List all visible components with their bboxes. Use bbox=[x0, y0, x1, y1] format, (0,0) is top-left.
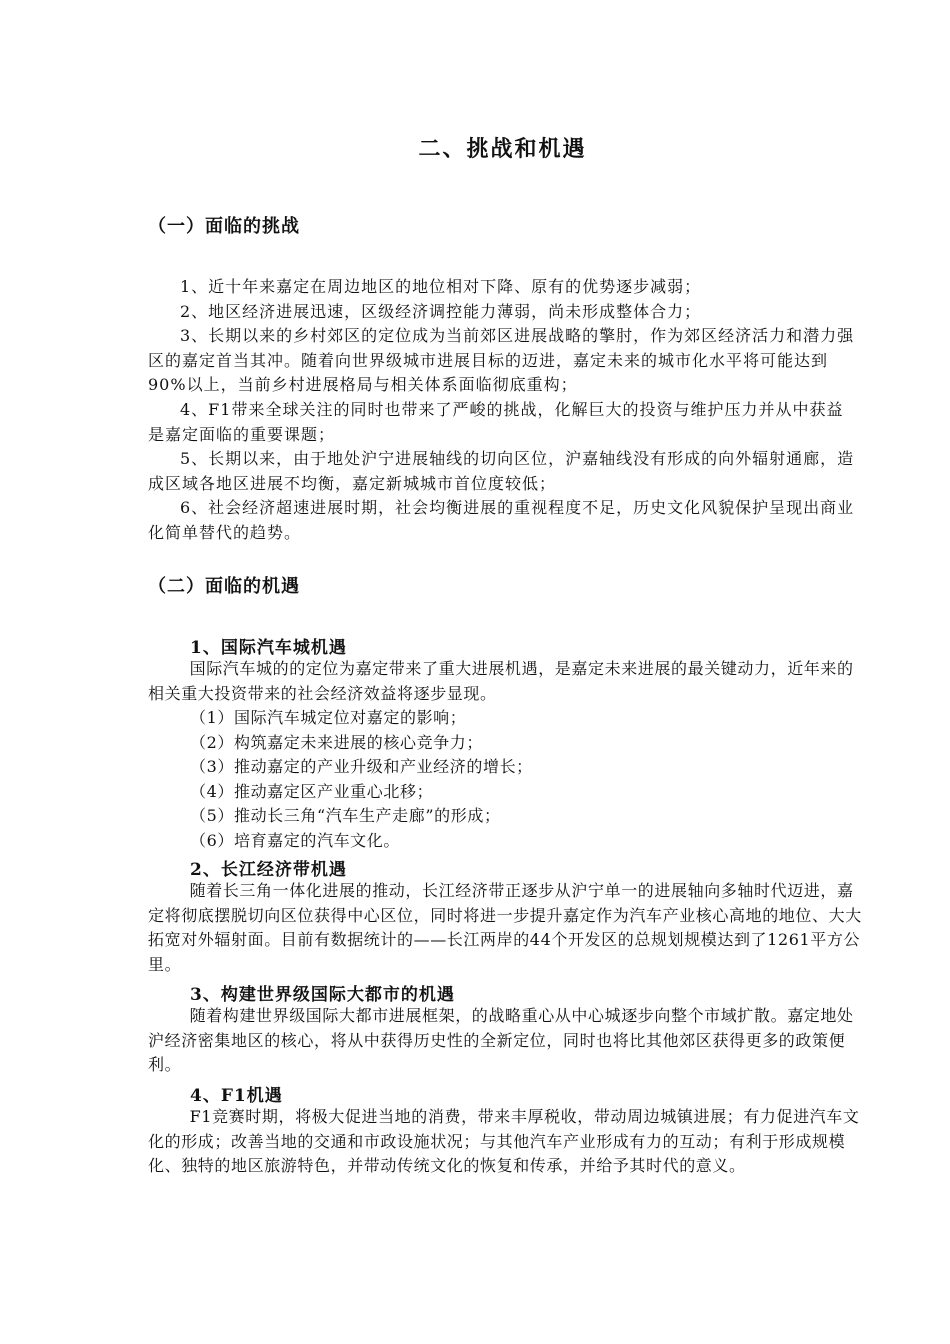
page-title: 二、挑战和机遇 bbox=[418, 136, 587, 162]
subheading-yangtze: 2、长江经济带机遇 bbox=[190, 860, 347, 880]
f1-text: F1竞赛时期，将极大促进当地的消费，带来丰厚税收，带动周边城镇进展；有力促进汽车文化的形成；改善当地的交通和市政设施状况；与其他汽车产业形成有力的互动；有利于形成规模化、独特的地区旅游特色，并带动传统文化的恢复和传承，并给予其时代的意义。 bbox=[148, 1107, 860, 1176]
challenge-item-6: 6、社会经济超速进展时期，社会均衡进展的重视程度不足，历史文化风貌保护呈现出商业化简单替代的趋势。 bbox=[148, 498, 855, 542]
auto-city-impact-list bbox=[190, 706, 533, 854]
paragraph-f1 bbox=[148, 1105, 870, 1179]
challenge-item-1: 1、近十年来嘉定在周边地区的地位相对下降、原有的优势逐步减弱； bbox=[180, 277, 702, 296]
list-item: （1）国际汽车城定位对嘉定的影响； bbox=[190, 708, 467, 727]
challenge-item-5: 5、长期以来，由于地处沪宁进展轴线的切向区位，沪嘉轴线没有形成的向外辐射通廊，造成区域各地区进展不均衡，嘉定新城城市首位度较低； bbox=[148, 449, 855, 493]
subheading-metropolis: 3、构建世界级国际大都市的机遇 bbox=[190, 985, 455, 1005]
paragraph-auto-city bbox=[148, 657, 870, 706]
paragraph-metropolis bbox=[148, 1004, 870, 1078]
list-item: （3）推动嘉定的产业升级和产业经济的增长； bbox=[190, 757, 533, 777]
list-item: （6）培育嘉定的汽车文化。 bbox=[190, 830, 400, 850]
challenge-item-4: 4、F1带来全球关注的同时也带来了严峻的挑战，化解巨大的投资与维护压力并从中获益是嘉定面临的重要课题； bbox=[148, 399, 844, 444]
challenges-list bbox=[148, 275, 860, 546]
section-heading-challenges: （一）面临的挑战 bbox=[148, 216, 300, 237]
auto-city-text: 国际汽车城的的定位为嘉定带来了重大进展机遇，是嘉定未来进展的最关键动力，近年来的相关重大投资带来的社会经济效益将逐步显现。 bbox=[148, 659, 854, 703]
yangtze-text: 随着长三角一体化进展的推动，长江经济带正逐步从沪宁单一的进展轴向多轴时代迈进，嘉定将彻底摆脱切向区位获得中心区位，同时将进一步提升嘉定作为汽车产业核心高地的地位、大大拓宽对外辐射面。目前有数据统计的——长江两岸的44个开发区的总规划规模达到了1261平方公里。 bbox=[148, 881, 862, 974]
challenge-item-3: 3、长期以来的乡村郊区的定位成为当前郊区进展战略的擎肘，作为郊区经济活力和潜力强区的嘉定首当其冲。随着向世界级城市进展目标的迈进，嘉定未来的城市化水平将可能达到90%以上，当前乡村进展格局与相关体系面临彻底重构； bbox=[148, 326, 855, 395]
subheading-auto-city: 1、国际汽车城机遇 bbox=[190, 638, 347, 658]
section-heading-opportunities: （二）面临的机遇 bbox=[148, 576, 300, 597]
list-item: （5）推动长三角“汽车生产走廊”的形成； bbox=[190, 806, 501, 826]
paragraph-yangtze bbox=[148, 879, 870, 977]
metropolis-text: 随着构建世界级国际大都市进展框架，的战略重心从中心城逐步向整个市域扩散。嘉定地处沪经济密集地区的核心，将从中获得历史性的全新定位，同时也将比其他郊区获得更多的政策便利。 bbox=[148, 1006, 854, 1075]
subheading-f1: 4、F1机遇 bbox=[190, 1086, 283, 1106]
list-item: （4）推动嘉定区产业重心北移； bbox=[190, 781, 434, 801]
list-item: （2）构筑嘉定未来进展的核心竞争力； bbox=[190, 732, 483, 752]
challenge-item-2: 2、地区经济进展迅速，区级经济调控能力薄弱，尚未形成整体合力； bbox=[180, 301, 702, 321]
